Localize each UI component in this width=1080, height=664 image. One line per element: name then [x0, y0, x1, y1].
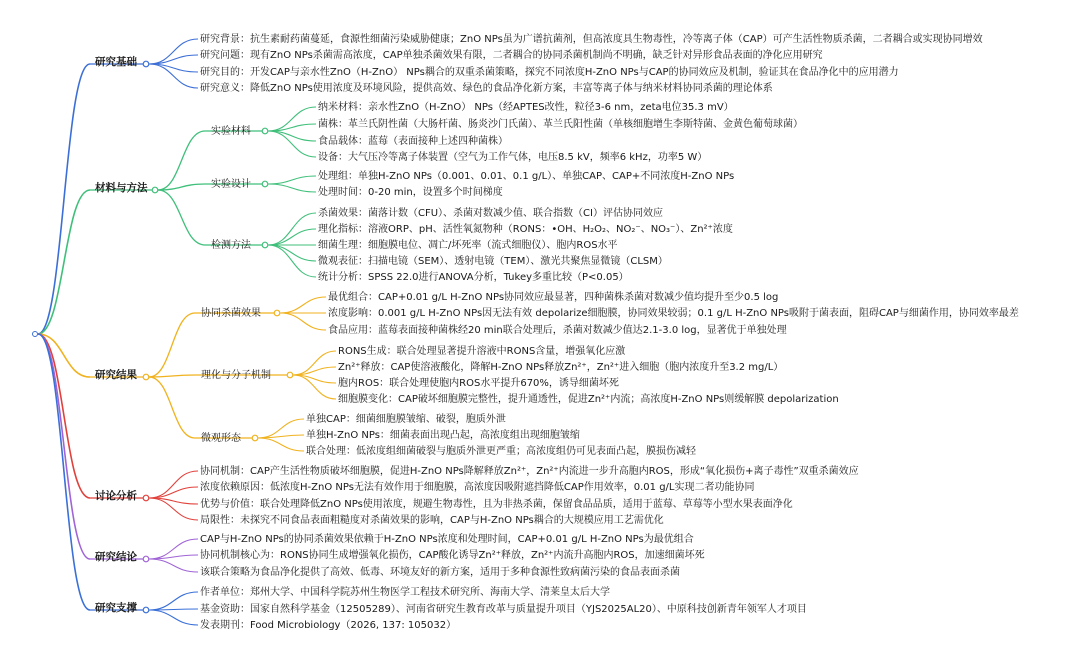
discussion-item: 协同机制：CAP产生活性物质破坏细胞膜，促进H-ZnO NPs降解释放Zn²⁺，Zn²⁺内流进一步升高胞内ROS，形成“氧化损伤+离子毒性”双重杀菌效应 — [200, 466, 859, 477]
methods-item: 处理时间：0-20 min，设置多个时间梯度 — [318, 187, 503, 198]
item-connector — [258, 438, 304, 451]
methods-item: 理化指标：溶液ORP、pH、活性氧氮物种（RONS：•OH、H₂O₂、NO₂⁻、NO₃⁻）、Zn²⁺浓度 — [318, 224, 733, 235]
item-connector — [258, 435, 304, 438]
item-connector — [268, 245, 316, 277]
item-connector — [149, 592, 198, 610]
methods-item: 杀菌效果：菌落计数（CFU）、杀菌对数减少值、联合指数（CI）评估协同效应 — [318, 208, 663, 219]
sub-node-dot — [252, 435, 258, 441]
item-connector — [280, 313, 326, 330]
methods-item: 细菌生理：细胞膜电位、凋亡/坏死率（流式细胞仪）、胞内ROS水平 — [318, 240, 618, 251]
item-connector — [149, 39, 198, 64]
item-connector — [268, 131, 316, 157]
sub-node-dot — [262, 242, 268, 248]
sub-node-dot — [262, 181, 268, 187]
item-connector — [149, 471, 198, 498]
sub-connector — [158, 190, 205, 245]
support-item: 基金资助：国家自然科学基金（12505289）、河南省研究生教育改革与质量提升项目（YJS2025AL20）、中原科技创新青年领军人才项目 — [200, 604, 807, 615]
section-results: 研究结果 — [95, 369, 137, 381]
results-item: RONS生成：联合处理显著提升溶液中RONS含量，增强氧化应激 — [338, 346, 626, 357]
sub-node-dot — [287, 372, 293, 378]
section-support: 研究支撑 — [95, 602, 137, 614]
section-discussion: 讨论分析 — [95, 490, 137, 502]
methods-sub-design: 实验设计 — [211, 179, 251, 190]
results-item: Zn²⁺释放：CAP使溶液酸化，降解H-ZnO NPs释放Zn²⁺，Zn²⁺进入细胞（胞内浓度升至3.2 mg/L） — [338, 362, 784, 373]
section-node-dot — [143, 556, 149, 562]
discussion-item: 优势与价值：联合处理降低ZnO NPs使用浓度，规避生物毒性，且为非热杀菌，保留食品品质，适用于蓝莓、草莓等小型水果表面净化 — [200, 499, 793, 510]
item-connector — [268, 184, 316, 192]
section-node-dot — [152, 187, 158, 193]
item-connector — [149, 559, 198, 572]
results-item: 联合处理：低浓度组细菌破裂与胞质外泄更严重；高浓度组仍可见表面凸起，膜损伤减轻 — [306, 446, 696, 457]
discussion-item: 局限性：未探究不同食品表面粗糙度对杀菌效果的影响，CAP与H-ZnO NPs耦合的大规模应用工艺需优化 — [200, 515, 664, 526]
conclusion-item: CAP与H-ZnO NPs的协同杀菌效果依赖于H-ZnO NPs浓度和处理时间，CAP+0.01 g/L H-ZnO NPs为最优组合 — [200, 534, 694, 545]
discussion-item: 浓度依赖原因：低浓度H-ZnO NPs无法有效作用于细胞膜，高浓度因吸附遮挡降低CAP作用效率，0.01 g/L实现二者功能协同 — [200, 482, 755, 493]
conclusion-item: 该联合策略为食品净化提供了高效、低毒、环境友好的新方案，适用于多种食源性致病菌污染的食品表面杀菌 — [200, 567, 680, 578]
item-connector — [268, 176, 316, 184]
results-item: 浓度影响：0.001 g/L H-ZnO NPs因无法有效 depolarize细胞膜，协同效果较弱；0.1 g/L H-ZnO NPs吸附于菌表面，阻碍CAP与细菌作用，协同效率最差 — [328, 308, 1019, 319]
sub-node-dot — [274, 310, 280, 316]
item-connector — [149, 487, 198, 498]
item-connector — [268, 245, 316, 261]
item-connector — [149, 539, 198, 559]
results-sub-synergy: 协同杀菌效果 — [201, 308, 261, 319]
section-connector — [38, 334, 90, 559]
basis-item: 研究背景：抗生素耐药菌蔓延，食源性细菌污染威胁健康；ZnO NPs虽为广谱抗菌剂，但高浓度具生物毒性，冷等离子体（CAP）可产生活性物质杀菌，二者耦合或实现协同增效 — [200, 34, 983, 45]
sub-connector — [149, 377, 195, 438]
item-connector — [268, 213, 316, 245]
section-basis: 研究基础 — [95, 56, 137, 68]
methods-item: 微观表征：扫描电镜（SEM）、透射电镜（TEM）、激光共聚焦显微镜（CLSM） — [318, 256, 668, 267]
support-item: 作者单位：郑州大学、中国科学院苏州生物医学工程技术研究所、海南大学、清莱皇太后大学 — [200, 587, 610, 598]
section-methods: 材料与方法 — [95, 182, 148, 194]
methods-item: 食品载体：蓝莓（表面接种上述四种菌株） — [318, 136, 508, 147]
item-connector — [149, 555, 198, 559]
item-connector — [268, 131, 316, 141]
methods-sub-detection: 检测方法 — [211, 240, 251, 251]
section-connector — [38, 190, 90, 334]
item-connector — [268, 229, 316, 245]
methods-sub-materials: 实验材料 — [211, 126, 251, 137]
results-item: 单独H-ZnO NPs：细菌表面出现凸起，高浓度组出现细胞皱缩 — [306, 430, 580, 441]
methods-item: 统计分析：SPSS 22.0进行ANOVA分析，Tukey多重比较（P<0.05） — [318, 272, 629, 283]
sub-connector — [149, 313, 195, 377]
section-connector — [38, 64, 90, 334]
item-connector — [149, 610, 198, 625]
results-item: 细胞膜变化：CAP破坏细胞膜完整性，提升通透性，促进Zn²⁺内流；高浓度H-ZnO NPs则缓解膜 depolarization — [338, 394, 839, 405]
section-node-dot — [143, 61, 149, 67]
results-item: 食品应用：蓝莓表面接种菌株经20 min联合处理后，杀菌对数减少值达2.1-3.0 log，显著优于单独处理 — [328, 325, 787, 336]
methods-item: 纳米材料：亲水性ZnO（H-ZnO） NPs（经APTES改性，粒径3-6 nm，zeta电位35.3 mV） — [318, 102, 734, 113]
results-item: 最优组合：CAP+0.01 g/L H-ZnO NPs协同效应最显著，四种菌株杀菌对数减少值均提升至少0.5 log — [328, 292, 779, 303]
basis-item: 研究意义：降低ZnO NPs使用浓度及环境风险，提供高效、绿色的食品净化新方案，丰富等离子体与纳米材料协同杀菌的理论体系 — [200, 83, 773, 94]
section-node-dot — [143, 495, 149, 501]
basis-item: 研究问题：现有ZnO NPs杀菌需高浓度，CAP单独杀菌效果有限，二者耦合的协同杀菌机制尚不明确，缺乏针对异形食品表面的净化应用研究 — [200, 50, 823, 61]
item-connector — [280, 297, 326, 313]
sub-connector — [158, 131, 205, 190]
section-node-dot — [143, 374, 149, 380]
methods-item: 处理组：单独H-ZnO NPs（0.001、0.01、0.1 g/L）、单独CAP、CAP+不同浓度H-ZnO NPs — [318, 171, 735, 182]
results-sub-morphology: 微观形态 — [201, 433, 241, 444]
section-node-dot — [143, 607, 149, 613]
section-conclusion: 研究结论 — [95, 551, 137, 563]
results-item: 单独CAP：细菌细胞膜皱缩、破裂，胞质外泄 — [306, 414, 506, 425]
sub-connector — [158, 184, 205, 190]
root-node — [32, 331, 38, 337]
basis-item: 研究目的：开发CAP与亲水性ZnO（H-ZnO） NPs耦合的双重杀菌策略，探究不同浓度H-ZnO NPs与CAP的协同效应及机制，验证其在食品净化中的应用潜力 — [200, 67, 899, 78]
support-item: 发表期刊：Food Microbiology（2026, 137: 105032） — [200, 620, 457, 631]
sub-node-dot — [262, 128, 268, 134]
conclusion-item: 协同机制核心为：RONS协同生成增强氧化损伤，CAP酸化诱导Zn²⁺释放，Zn²⁺内流升高胞内ROS，加速细菌坏死 — [200, 550, 705, 561]
methods-item: 菌株：革兰氏阴性菌（大肠杆菌、肠炎沙门氏菌）、革兰氏阳性菌（单核细胞增生李斯特菌、金黄色葡萄球菌） — [318, 119, 803, 130]
methods-item: 设备：大气压冷等离子体装置（空气为工作气体，电压8.5 kV，频率6 kHz，功率5 W） — [318, 152, 708, 163]
results-item: 胞内ROS：联合处理使胞内ROS水平提升670%，诱导细菌坏死 — [338, 378, 619, 389]
results-sub-mechanism: 理化与分子机制 — [201, 370, 271, 381]
